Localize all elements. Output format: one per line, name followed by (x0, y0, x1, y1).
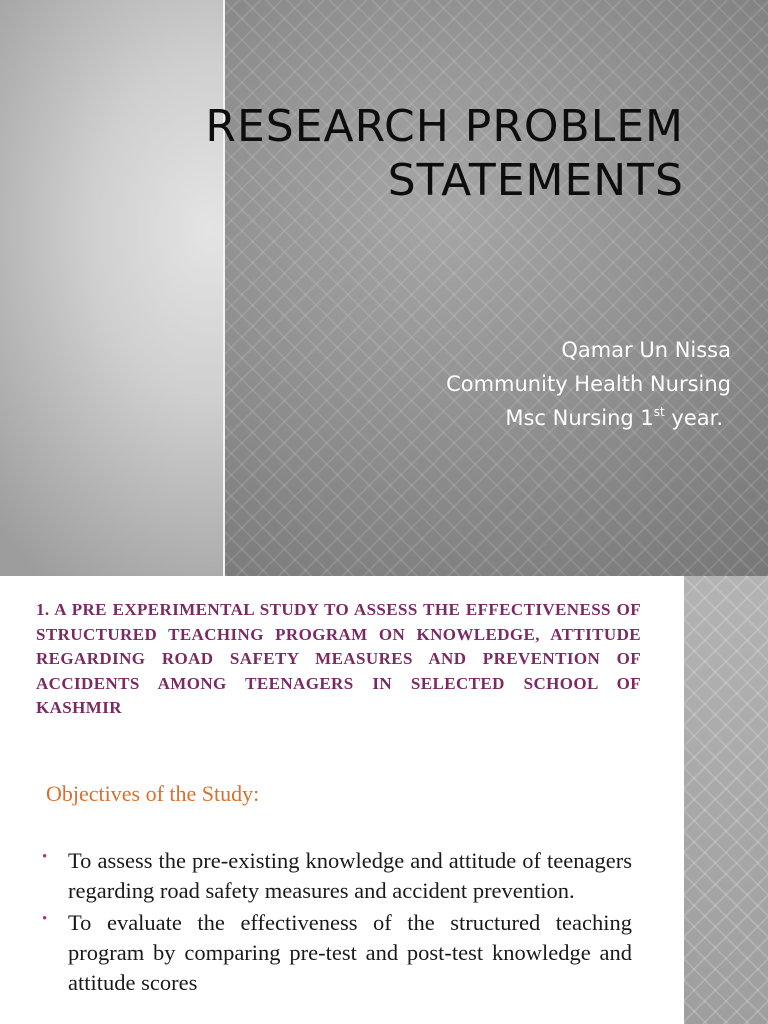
objectives-list (40, 846, 632, 1000)
objective-text: To evaluate the effectiveness of the structured teaching program by comparing pre-test and post-test knowledge and attitude scores (68, 910, 632, 995)
left-gradient-panel (0, 0, 223, 576)
course-superscript: st (653, 405, 665, 419)
objectives-label: Objectives of the Study: (46, 781, 260, 806)
course-prefix: Msc Nursing 1 (505, 406, 654, 430)
objective-text: To assess the pre-existing knowledge and attitude of teenagers regarding road safety measures and accident prevention. (68, 848, 632, 903)
study-slide (0, 576, 768, 1024)
author-name: Qamar Un Nissa (561, 338, 731, 362)
slide-title-line-1: RESEARCH PROBLEM (205, 101, 684, 152)
bullet-icon: • (42, 849, 48, 865)
slide-subtitle (446, 333, 731, 435)
slide-title-line-2: STATEMENTS (387, 155, 684, 206)
bullet-icon: • (42, 911, 48, 927)
right-pattern-panel (225, 0, 768, 576)
course-suffix: year. (664, 406, 723, 430)
list-item (40, 908, 632, 998)
study-heading: 1. A PRE EXPERIMENTAL STUDY TO ASSESS THE EFFECTIVENESS OF STRUCTURED TEACHING PROGRAM ON KNOWLEDGE, ATTITUDE REGARDING ROAD SAFETY MEASURES AND PREVENTION OF ACCIDENTS AMONG TEENAGERS IN SELECTED SCHOOL OF KASHMIR (36, 600, 641, 717)
slide-title (205, 100, 684, 208)
right-pattern-stripe (684, 576, 768, 1024)
department-name: Community Health Nursing (446, 372, 731, 396)
list-item (40, 846, 632, 906)
course-year (446, 401, 731, 435)
